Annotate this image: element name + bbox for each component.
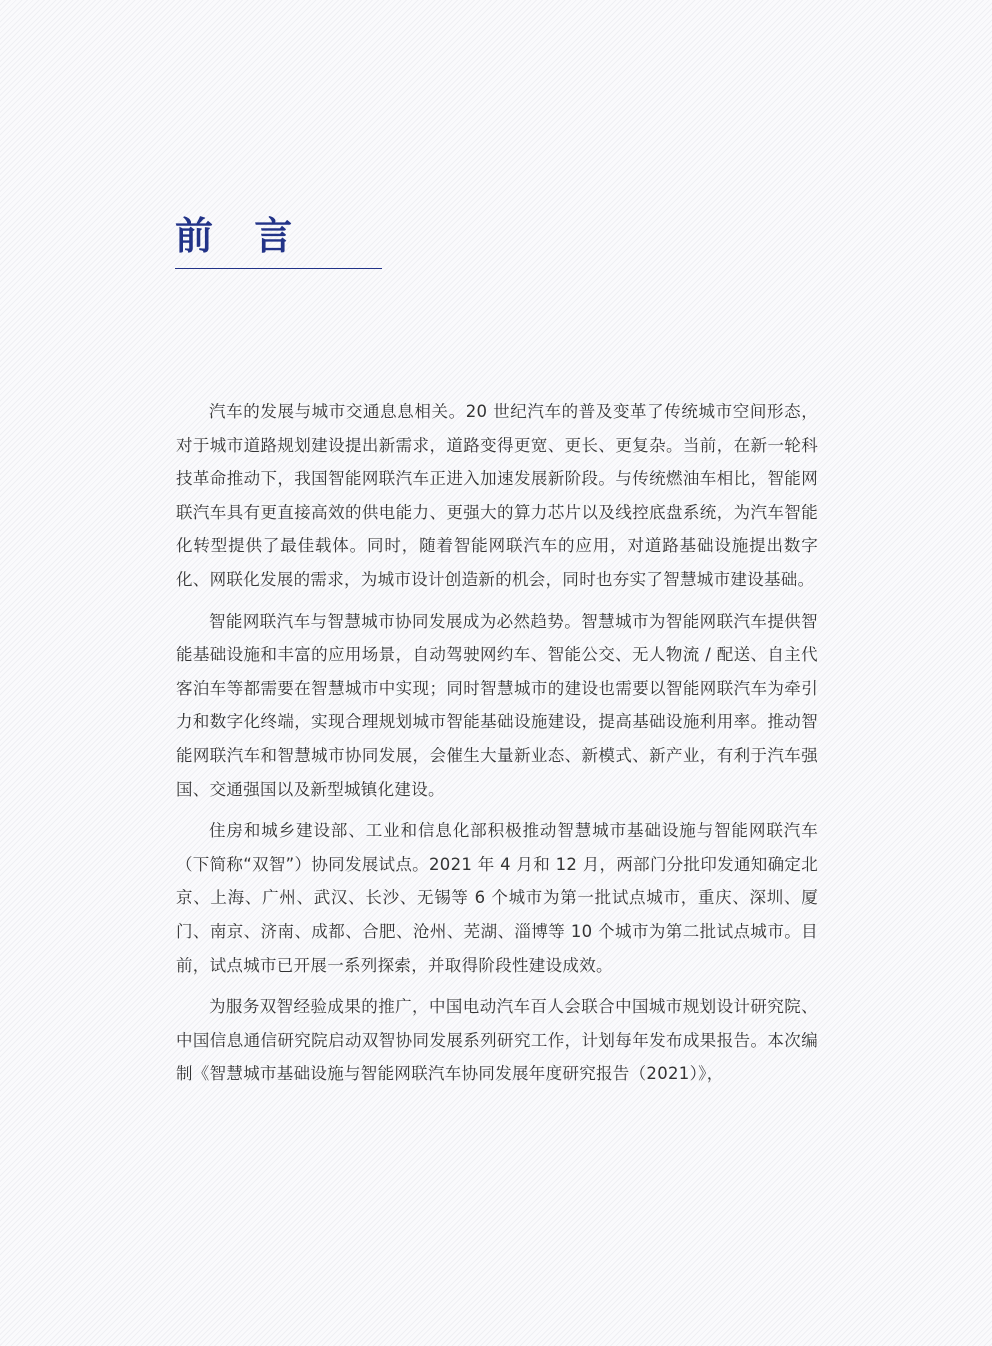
page-title: 前 言 bbox=[175, 214, 307, 258]
paragraph-2: 智能网联汽车与智慧城市协同发展成为必然趋势。智慧城市为智能网联汽车提供智能基础设施和丰富的应用场景，自动驾驶网约车、智能公交、无人物流 / 配送、自主代客泊车等都需要在智慧城市中实现；同时智慧城市的建设也需要以智能网联汽车为牵引力和数字化终端，实现合理规划城市智能基础设施建设，提高基础设施利用率。推动智能网联汽车和智慧城市协同发展，会催生大量新业态、新模式、新产业，有利于汽车强国、交通强国以及新型城镇化建设。 bbox=[176, 611, 818, 799]
title-underline bbox=[175, 268, 382, 269]
paragraph-3: 住房和城乡建设部、工业和信息化部积极推动智慧城市基础设施与智能网联汽车（下简称“双智”）协同发展试点。2021 年 4 月和 12 月，两部门分批印发通知确定北京、上海、广州、武汉、长沙、无锡等 6 个城市为第一批试点城市，重庆、深圳、厦门、南京、济南、成都、合肥、沧州、芜湖、淄博等 10 个城市为第二批试点城市。目前，试点城市已开展一系列探索，并取得阶段性建设成效。 bbox=[176, 821, 818, 975]
body-text bbox=[176, 395, 818, 1099]
paragraph-4: 为服务双智经验成果的推广，中国电动汽车百人会联合中国城市规划设计研究院、中国信息通信研究院启动双智协同发展系列研究工作，计划每年发布成果报告。本次编制《智慧城市基础设施与智能网联汽车协同发展年度研究报告（2021）》， bbox=[176, 997, 818, 1084]
section-heading bbox=[175, 208, 385, 264]
paragraph-1: 汽车的发展与城市交通息息相关。20 世纪汽车的普及变革了传统城市空间形态，对于城市道路规划建设提出新需求，道路变得更宽、更长、更复杂。当前，在新一轮科技革命推动下，我国智能网联汽车正进入加速发展新阶段。与传统燃油车相比，智能网联汽车具有更直接高效的供电能力、更强大的算力芯片以及线控底盘系统，为汽车智能化转型提供了最佳载体。同时，随着智能网联汽车的应用，对道路基础设施提出数字化、网联化发展的需求，为城市设计创造新的机会，同时也夯实了智慧城市建设基础。 bbox=[176, 402, 818, 589]
